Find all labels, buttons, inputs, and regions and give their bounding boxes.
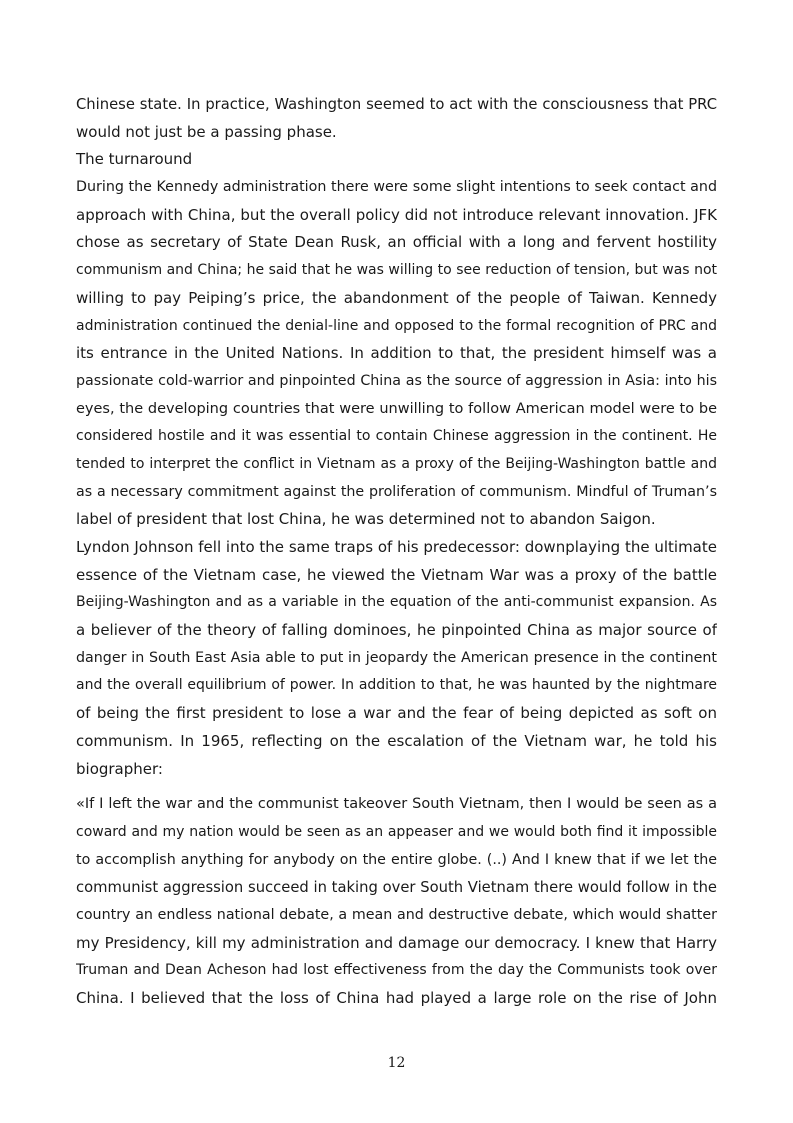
text-line: eyes, the developing countries that were unwilling to follow American model were to be <box>76 400 717 417</box>
text-line: coward and my nation would be seen as an appeaser and we would both find it impossible <box>76 823 717 840</box>
text-line: China. I believed that the loss of China had played a large role on the rise of John <box>76 989 717 1007</box>
text-line: and the overall equilibrium of power. In addition to that, he was haunted by the nightmare <box>76 677 717 694</box>
text-line: passionate cold-warrior and pinpointed China as the source of aggression in Asia: into his <box>76 372 717 389</box>
text-line: country an endless national debate, a mean and destructive debate, which would shatter <box>76 906 717 923</box>
text-line: would not just be a passing phase. <box>76 122 337 141</box>
paragraph <box>76 91 717 146</box>
text-line: Beijing-Washington and as a variable in the equation of the anti-communist expansion. As <box>76 594 717 611</box>
text-line: as a necessary commitment against the proliferation of communism. Mindful of Truman’s <box>76 483 717 500</box>
text-line: of being the first president to lose a war and the fear of being depicted as soft on <box>76 704 717 723</box>
text-line: communism and China; he said that he was willing to see reduction of tension, but was not <box>76 262 717 279</box>
text-line: considered hostile and it was essential to contain Chinese aggression in the continent. He <box>76 428 717 445</box>
text-line: approach with China, but the overall policy did not introduce relevant innovation. JFK <box>76 205 717 224</box>
text-line: «If I left the war and the communist takeover South Vietnam, then I would be seen as a <box>76 796 717 813</box>
paragraph <box>76 534 717 783</box>
text-line: administration continued the denial-line and opposed to the formal recognition of PRC and <box>76 317 717 334</box>
text-line: its entrance in the United Nations. In addition to that, the president himself was a <box>76 344 717 363</box>
text-line: Lyndon Johnson fell into the same traps of his predecessor: downplaying the ultimate <box>76 538 717 556</box>
page-number: 12 <box>387 1055 406 1071</box>
page-body <box>76 91 717 1013</box>
block-quote <box>76 791 717 1013</box>
text-line: essence of the Vietnam case, he viewed the Vietnam War was a proxy of the battle <box>76 565 717 584</box>
text-line: biographer: <box>76 759 163 778</box>
paragraph <box>76 174 717 534</box>
text-line: Truman and Dean Acheson had lost effectiveness from the day the Communists took over <box>76 962 717 979</box>
text-line: Chinese state. In practice, Washington seemed to act with the consciousness that PRC <box>76 96 717 113</box>
text-line: danger in South East Asia able to put in jeopardy the American presence in the continent <box>76 649 717 666</box>
text-line: communism. In 1965, reflecting on the escalation of the Vietnam war, he told his <box>76 731 717 750</box>
text-line: communist aggression succeed in taking over South Vietnam there would follow in the <box>76 879 717 897</box>
text-line: to accomplish anything for anybody on the entire globe. (..) And I knew that if we let the <box>76 851 717 868</box>
text-line: willing to pay Peiping’s price, the abandonment of the people of Taiwan. Kennedy <box>76 288 717 307</box>
text-line: chose as secretary of State Dean Rusk, an official with a long and fervent hostility <box>76 233 717 252</box>
text-line: my Presidency, kill my administration and damage our democracy. I knew that Harry <box>76 933 717 952</box>
text-line: a believer of the theory of falling dominoes, he pinpointed China as major source of <box>76 621 717 640</box>
text-line: During the Kennedy administration there were some slight intentions to seek contact and <box>76 179 717 196</box>
paragraph-spacer <box>76 783 717 791</box>
text-line: label of president that lost China, he was determined not to abandon Saigon. <box>76 510 656 529</box>
section-heading: The turnaround <box>76 150 193 169</box>
text-line: tended to interpret the conflict in Vietnam as a proxy of the Beijing-Washington battle and <box>76 455 717 472</box>
